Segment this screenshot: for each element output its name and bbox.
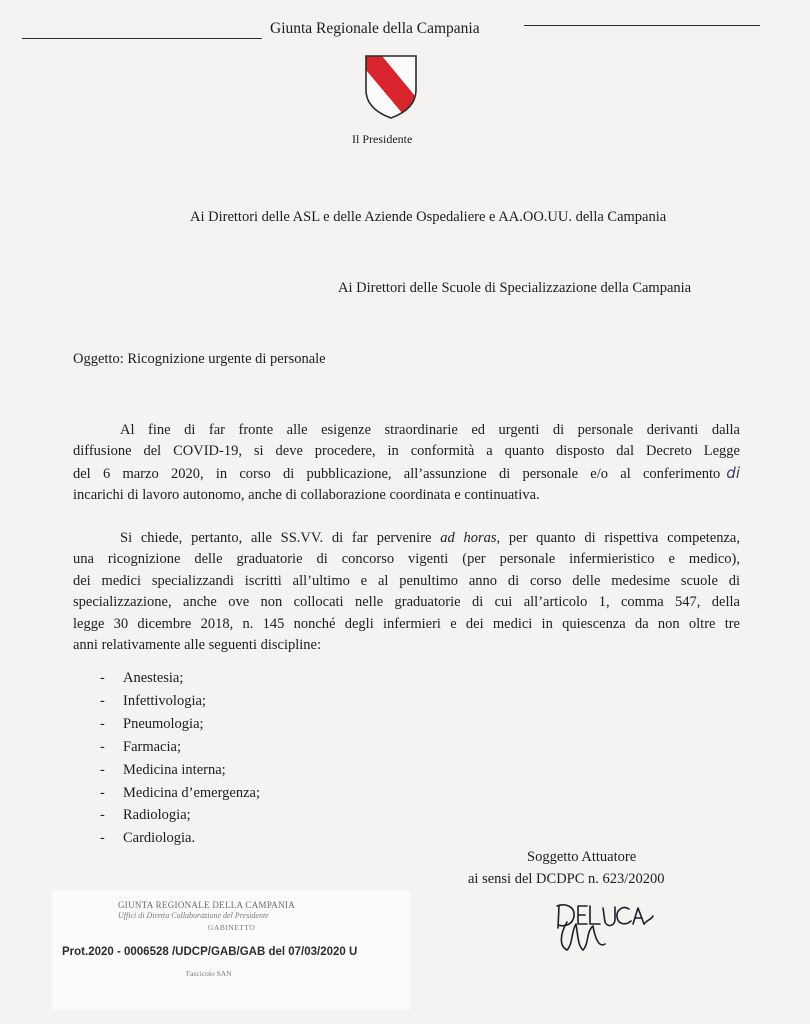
stamp-file: Fascicolo SAN bbox=[186, 969, 232, 978]
paragraph-line: Si chiede, pertanto, alle SS.VV. di far pervenire ad horas, per quanto di rispettiva competenza, bbox=[120, 530, 740, 546]
header-rule-left bbox=[22, 38, 262, 39]
paragraph-line: una ricognizione delle graduatorie di concorso vigenti (per personale infermieristico e medico), bbox=[73, 551, 740, 568]
paragraph-line: diffusione del COVID-19, si deve procedere, in conformità a quanto disposto dal Decreto Legge bbox=[73, 443, 740, 460]
paragraph-intro bbox=[73, 420, 740, 507]
handwritten-signature bbox=[545, 894, 655, 954]
list-item: - Cardiologia. bbox=[100, 830, 196, 847]
paragraph-request bbox=[73, 528, 740, 656]
paragraph-line: Al fine di far fronte alle esigenze straordinarie ed urgenti di personale derivanti dalla bbox=[120, 422, 740, 438]
list-item: - Pneumologia; bbox=[100, 715, 204, 732]
signatory-basis: ai sensi del DCDPC n. 623/20200 bbox=[468, 871, 665, 887]
institution-name: Giunta Regionale della Campania bbox=[270, 20, 480, 37]
office-title: Il Presidente bbox=[352, 132, 413, 146]
paragraph-line: anni relativamente alle seguenti discipline: bbox=[73, 637, 322, 654]
recipient-2: Ai Direttori delle Scuole di Specializzazione della Campania bbox=[338, 280, 692, 296]
header-rule-right bbox=[524, 25, 760, 26]
subject-line: Oggetto: Ricognizione urgente di personale bbox=[73, 351, 326, 367]
stamp-department: GABINETTO bbox=[208, 923, 256, 932]
list-item: - Farmacia; bbox=[100, 738, 181, 755]
paragraph-line: incarichi di lavoro autonomo, anche di collaborazione coordinata e continuativa. bbox=[73, 487, 540, 504]
disciplines-list bbox=[100, 667, 260, 850]
signatory-title: Soggetto Attuatore bbox=[527, 849, 637, 865]
list-item: - Infettivologia; bbox=[100, 692, 206, 709]
protocol-number: Prot.2020 - 0006528 /UDCP/GAB/GAB del 07/03/2020 U bbox=[62, 946, 358, 958]
paragraph-line: del 6 marzo 2020, in corso di pubblicazione, all’assunzione di personale e/o al conferimento di bbox=[73, 463, 740, 482]
stamp-office: Uffici di Diretta Collaborazione del Presidente bbox=[118, 911, 269, 920]
list-item: - Medicina interna; bbox=[100, 761, 226, 778]
recipient-1: Ai Direttori delle ASL e delle Aziende Ospedaliere e AA.OO.UU. della Campania bbox=[190, 209, 667, 225]
paragraph-line: dei medici specializzandi iscritti all’ultimo e al penultimo anno di corso delle medesime scuole di bbox=[73, 572, 740, 589]
paragraph-line: legge 30 dicembre 2018, n. 145 nonché degli infermieri e dei medici in quiescenza da non oltre tre bbox=[73, 615, 740, 632]
list-item: - Medicina d’emergenza; bbox=[100, 784, 261, 801]
paragraph-line: specializzazione, anche ove non collocati nelle graduatorie di cui all’articolo 1, comma 547, della bbox=[73, 594, 740, 611]
list-item: - Anestesia; bbox=[100, 670, 184, 686]
stamp-institution: GIUNTA REGIONALE DELLA CAMPANIA bbox=[118, 900, 295, 910]
campania-coat-of-arms-icon bbox=[362, 52, 420, 120]
emphasis-ad-horas: ad horas, bbox=[440, 530, 501, 546]
list-item: - Radiologia; bbox=[100, 807, 191, 824]
handwritten-correction: di bbox=[726, 463, 740, 482]
